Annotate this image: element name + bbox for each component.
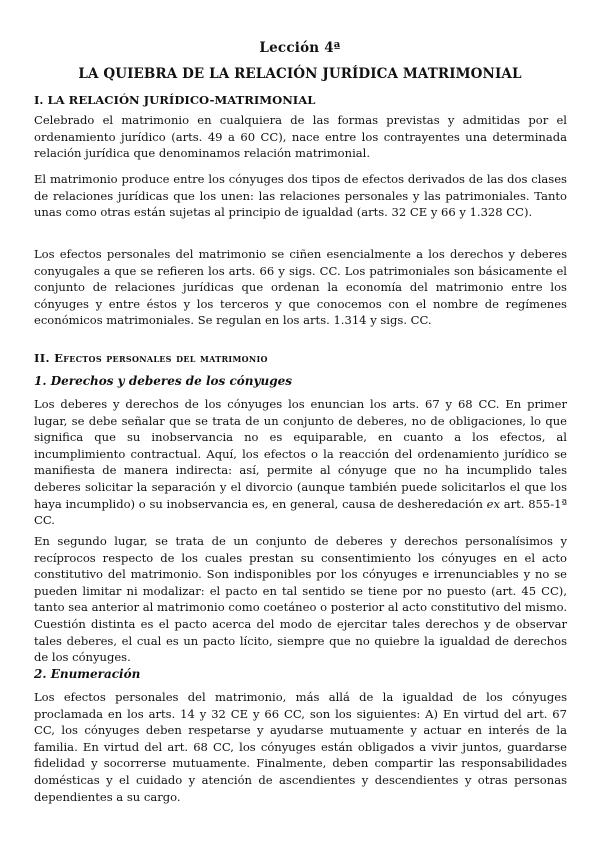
paragraph bbox=[34, 396, 567, 529]
paragraph: Los efectos personales del matrimonio, más allá de la igualdad de los cónyuges proclamada en los arts. 14 y 32 CE y 66 CC, son los siguientes: A) En virtud del art. 67 CC, los cónyuges deben respetarse y ayudarse mutuamente y actuar en interés de la familia. En virtud del art. 68 CC, los cónyuges están obligados a vivir juntos, guardarse fidelidad y socorrerse mutuamente. Finalmente, deben compartir las responsabilidades domésticas y el cuidado y atención de ascendientes y descendientes y otras personas dependientes a su cargo. bbox=[34, 690, 567, 804]
section-heading-1: I. LA RELACIÓN JURÍDICO-MATRIMONIAL bbox=[34, 93, 316, 107]
paragraph: Celebrado el matrimonio en cualquiera de las formas previstas y admitidas por el ordenamiento jurídico (arts. 49 a 60 CC), nace entre los contrayentes una determinada relación jurídica que denominamos relación matrimonial. bbox=[34, 113, 567, 161]
subsection-heading-2: 2. Enumeración bbox=[34, 667, 141, 681]
section-heading-2: II. Efectos personales del matrimonio bbox=[34, 351, 268, 365]
document-title: LA QUIEBRA DE LA RELACIÓN JURÍDICA MATRIMONIAL bbox=[78, 66, 522, 82]
paragraph-text: art. 855-1ª CC. bbox=[34, 496, 567, 528]
latin-term: ex bbox=[486, 496, 501, 511]
paragraph: El matrimonio produce entre los cónyuges dos tipos de efectos derivados de las dos clases de relaciones jurídicas que los unen: las relaciones personales y las patrimoniales. Tanto unas como otras están sujetas al principio de igualdad (arts. 32 CE y 66 y 1.328 CC). bbox=[34, 172, 567, 220]
paragraph-text: Los deberes y derechos de los cónyuges los enuncian los arts. 67 y 68 CC. En primer lugar, se debe señalar que se trata de un conjunto de deberes, no de obligaciones, lo que significa que su inobservancia no es equiparable, en cuanto a los efectos, al incumplimiento contractual. Aquí, los efectos o la reacción del ordenamiento jurídico se manifiesta de manera indirecta: así, permite al cónyuge que no ha incumplido tales deberes solicitar la separación y el divorcio (aunque también puede solicitarlos el que los haya incumplido) o su inobservancia es, en general, causa de desheredación bbox=[34, 397, 567, 511]
paragraph: Los efectos personales del matrimonio se ciñen esencialmente a los derechos y deberes conyugales a que se refieren los arts. 66 y sigs. CC. Los patrimoniales son básicamente el conjunto de relaciones jurídicas que ordenan la economía del matrimonio entre los cónyuges y entre éstos y los terceros y que conocemos con el nombre de regímenes económicos matrimoniales. Se regulan en los arts. 1.314 y sigs. CC. bbox=[34, 247, 567, 328]
paragraph: En segundo lugar, se trata de un conjunto de deberes y derechos personalísimos y recíprocos respecto de los cuales prestan su consentimiento los cónyuges en el acto constitutivo del matrimonio. Son indisponibles por los cónyuges e irrenunciables y no se pueden limitar ni modalizar: el pacto en tal sentido se tiene por no puesto (art. 45 CC), tanto sea anterior al matrimonio como coetáneo o posterior al acto constitutivo del mismo. Cuestión distinta es el pacto acerca del modo de ejercitar tales derechos y de observar tales deberes, el cual es un pacto lícito, siempre que no quiebre la igualdad de derechos de los cónyuges. bbox=[34, 534, 567, 665]
lesson-number: Lección 4ª bbox=[259, 40, 341, 56]
subsection-heading-1: 1. Derechos y deberes de los cónyuges bbox=[34, 374, 292, 388]
